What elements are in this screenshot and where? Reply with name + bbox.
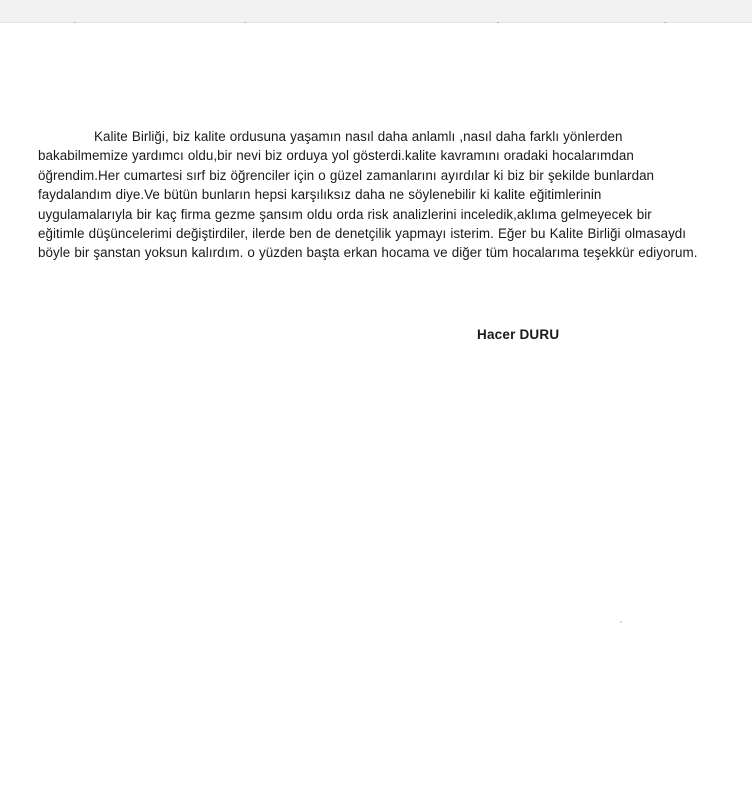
scan-speck (620, 621, 622, 623)
letter-body: Kalite Birliği, biz kalite ordusuna yaşamın nasıl daha anlamlı ,nasıl daha farklı yönlerden bakabilmemize yardımcı oldu,bir nevi biz orduya yol gösterdi.kalite kavramını oradaki hocalarımdan öğrendim.Her cumartesi sırf biz öğrenciler için o güzel zamanlarını ayırdılar ki biz bir şekilde bunlardan faydalandım diye.Ve bütün bunların hepsi karşılıksız daha ne söylenebilir ki kalite eğitimlerinin uygulamalarıyla bir kaç firma gezme şansım oldu orda risk analizlerini inceledik,aklıma gelmeyecek bir eğitimle düşüncelerimi değiştirdiler, ilerde ben de denetçilik yapmayı isterim. Eğer bu Kalite Birliği olmasaydı böyle bir şanstan yoksun kalırdım. o yüzden başta erkan hocama ve diğer tüm hocalarıma teşekkür ediyorum. (38, 129, 698, 261)
document-page (0, 23, 752, 800)
viewer-top-strip (0, 0, 752, 23)
signature-name: Hacer DURU (477, 327, 560, 342)
